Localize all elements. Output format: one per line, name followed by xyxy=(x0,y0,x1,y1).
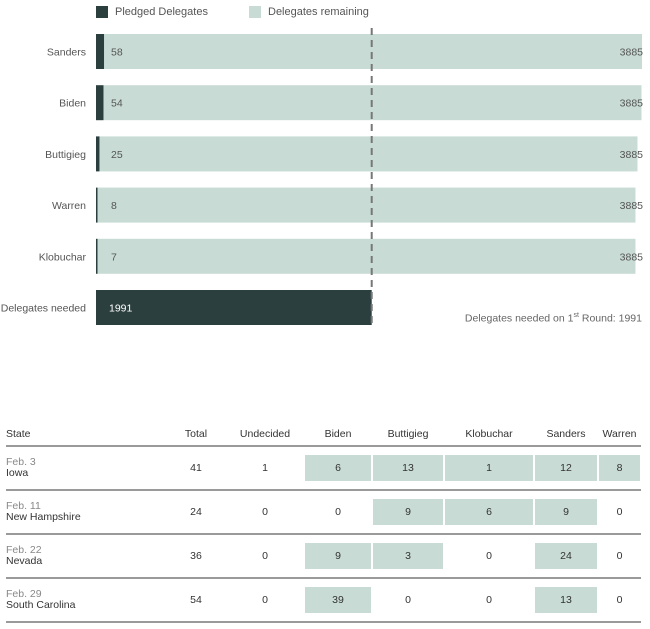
cell-klobuchar xyxy=(444,490,534,534)
cell-buttigieg xyxy=(372,534,444,578)
cell-value: 13 xyxy=(535,587,597,613)
cell-buttigieg xyxy=(372,578,444,622)
cell-sanders xyxy=(534,534,598,578)
bar-pledged-delegates-needed xyxy=(96,290,372,325)
pledged-value-label-delegates-needed: 1991 xyxy=(109,302,133,315)
cell-klobuchar xyxy=(444,534,534,578)
state-cell xyxy=(6,490,166,534)
cell-biden xyxy=(304,534,372,578)
cell-value: 13 xyxy=(373,455,443,481)
cell-biden xyxy=(304,490,372,534)
cell-value: 6 xyxy=(305,455,371,481)
cell-value: 9 xyxy=(373,499,443,525)
column-header-undecided: Undecided xyxy=(226,423,304,446)
cell-value: 0 xyxy=(616,506,623,518)
bar-remaining-sanders xyxy=(104,34,642,69)
state-name: New Hampshire xyxy=(6,511,81,523)
table-row xyxy=(6,490,641,534)
remaining-value-label-sanders: 3885 xyxy=(619,46,643,59)
table-row xyxy=(6,534,641,578)
cell-undecided xyxy=(226,490,304,534)
column-header-total: Total xyxy=(166,423,226,446)
cell-value: 0 xyxy=(262,594,268,606)
cell-total xyxy=(166,490,226,534)
pledged-value-label-warren: 8 xyxy=(111,200,117,213)
cell-sanders xyxy=(534,446,598,490)
cell-buttigieg xyxy=(372,490,444,534)
cell-value: 39 xyxy=(305,587,371,613)
bar-remaining-buttigieg xyxy=(99,136,637,171)
cell-value: 0 xyxy=(616,550,623,562)
cell-value: 0 xyxy=(486,594,492,606)
cell-value: 0 xyxy=(486,550,492,562)
cell-warren xyxy=(598,490,641,534)
table-row xyxy=(6,578,641,622)
pledged-value-label-biden: 54 xyxy=(111,97,123,110)
pledged-value-label-klobuchar: 7 xyxy=(111,251,117,264)
remaining-value-label-biden: 3885 xyxy=(619,97,643,110)
category-label-klobuchar: Klobuchar xyxy=(38,251,86,264)
bar-pledged-sanders xyxy=(96,34,104,69)
bar-pledged-biden xyxy=(96,85,103,120)
cell-value: 41 xyxy=(190,462,202,474)
table-header-row xyxy=(6,423,641,446)
bar-pledged-buttigieg xyxy=(96,136,99,171)
legend-label-pledged: Pledged Delegates xyxy=(115,6,208,18)
cell-value: 0 xyxy=(335,506,341,518)
cell-value: 9 xyxy=(535,499,597,525)
column-header-warren: Warren xyxy=(598,423,641,446)
delegates-needed-note xyxy=(444,312,642,325)
cell-klobuchar xyxy=(444,446,534,490)
cell-warren xyxy=(598,578,641,622)
cell-value: 24 xyxy=(190,506,202,518)
state-cell xyxy=(6,534,166,578)
bar-remaining-warren xyxy=(98,188,636,223)
cell-value: 0 xyxy=(405,594,411,606)
cell-biden xyxy=(304,446,372,490)
state-cell xyxy=(6,578,166,622)
bar-pledged-klobuchar xyxy=(96,239,98,274)
cell-value: 24 xyxy=(535,543,597,569)
state-name: South Carolina xyxy=(6,599,76,611)
remaining-value-label-klobuchar: 3885 xyxy=(619,251,643,264)
note-superscript: st xyxy=(573,312,579,319)
column-header-sanders: Sanders xyxy=(534,423,598,446)
state-date: Feb. 11 xyxy=(6,500,41,512)
cell-value: 54 xyxy=(190,594,202,606)
column-header-biden: Biden xyxy=(304,423,372,446)
cell-warren xyxy=(598,446,641,490)
cell-warren xyxy=(598,534,641,578)
cell-value: 0 xyxy=(262,506,268,518)
category-label-buttigieg: Buttigieg xyxy=(45,148,86,161)
state-name: Iowa xyxy=(6,467,29,479)
cell-value: 12 xyxy=(535,455,597,481)
state-name: Nevada xyxy=(6,555,43,567)
column-header-state: State xyxy=(6,423,166,446)
category-label-sanders: Sanders xyxy=(46,46,86,59)
category-label-biden: Biden xyxy=(59,97,86,110)
cell-total xyxy=(166,446,226,490)
cell-total xyxy=(166,578,226,622)
cell-undecided xyxy=(226,534,304,578)
cell-undecided xyxy=(226,578,304,622)
state-date: Feb. 29 xyxy=(6,588,42,600)
table-body xyxy=(6,446,641,622)
cell-value: 6 xyxy=(445,499,533,525)
cell-value: 3 xyxy=(373,543,443,569)
cell-sanders xyxy=(534,578,598,622)
cell-biden xyxy=(304,578,372,622)
pledged-value-label-buttigieg: 25 xyxy=(111,148,123,161)
cell-value: 9 xyxy=(305,543,371,569)
cell-buttigieg xyxy=(372,446,444,490)
note-prefix: Delegates needed on 1 xyxy=(464,312,574,325)
bar-remaining-klobuchar xyxy=(98,239,636,274)
remaining-value-label-warren: 3885 xyxy=(619,200,643,213)
pledged-value-label-sanders: 58 xyxy=(111,46,123,59)
cell-klobuchar xyxy=(444,578,534,622)
note-suffix: Round: 1991 xyxy=(578,312,642,325)
cell-value: 0 xyxy=(616,594,623,606)
cell-value: 1 xyxy=(445,455,533,481)
state-date: Feb. 3 xyxy=(6,456,36,468)
cell-value: 0 xyxy=(262,550,268,562)
cell-value: 1 xyxy=(262,462,268,474)
column-header-buttigieg: Buttigieg xyxy=(372,423,444,446)
delegates-by-state-table xyxy=(6,423,641,623)
cell-total xyxy=(166,534,226,578)
cell-value: 36 xyxy=(190,550,202,562)
category-label-delegates-needed: Delegates needed xyxy=(0,302,86,315)
table-row xyxy=(6,446,641,490)
state-cell xyxy=(6,446,166,490)
cell-undecided xyxy=(226,446,304,490)
state-date: Feb. 22 xyxy=(6,544,42,556)
cell-value: 8 xyxy=(599,455,640,481)
remaining-value-label-buttigieg: 3885 xyxy=(619,148,643,161)
category-label-warren: Warren xyxy=(51,200,86,213)
column-header-klobuchar: Klobuchar xyxy=(444,423,534,446)
legend-label-remaining: Delegates remaining xyxy=(268,6,369,18)
cell-sanders xyxy=(534,490,598,534)
bar-pledged-warren xyxy=(96,188,98,223)
